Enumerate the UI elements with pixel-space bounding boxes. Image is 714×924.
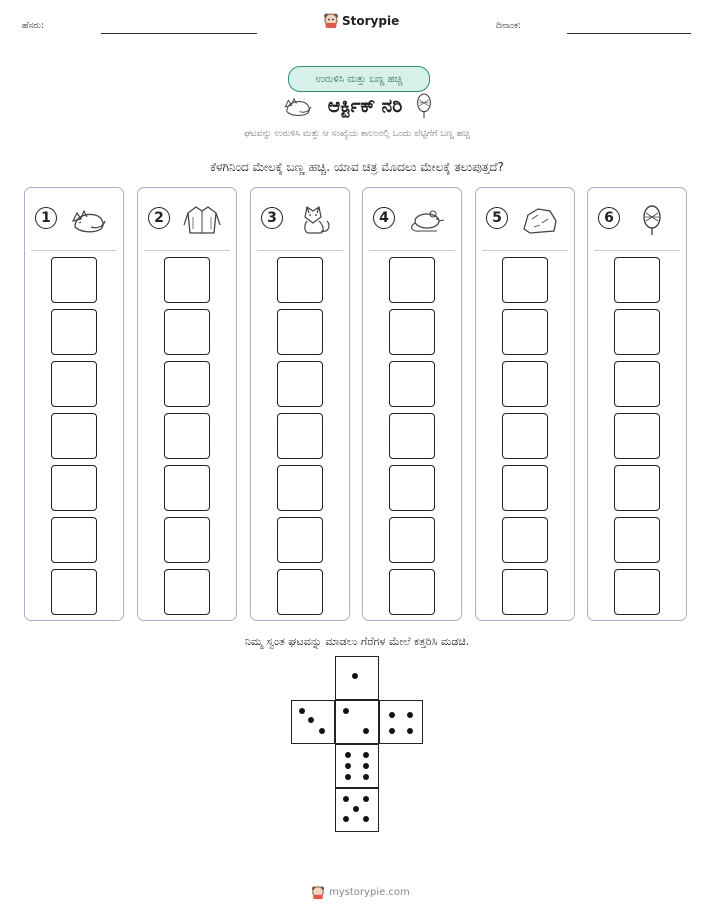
- color-box[interactable]: [164, 465, 210, 511]
- die-face-3: [291, 700, 335, 744]
- color-box[interactable]: [277, 465, 323, 511]
- snowshoe-icon: [632, 205, 672, 235]
- color-box[interactable]: [277, 309, 323, 355]
- column-6: [587, 187, 687, 621]
- brand-logo: [323, 12, 399, 29]
- die-face-6: [335, 744, 379, 788]
- die-face-4: [379, 700, 423, 744]
- color-box[interactable]: [614, 257, 660, 303]
- footer-url[interactable]: mystorypie.com: [329, 887, 410, 898]
- color-box[interactable]: [277, 257, 323, 303]
- name-label: ಹೆಸರು:: [22, 21, 45, 31]
- mouse-icon: [407, 205, 447, 235]
- sleeping-fox-icon: [69, 205, 109, 235]
- color-box[interactable]: [389, 517, 435, 563]
- color-box[interactable]: [51, 361, 97, 407]
- snowshoe-icon: [416, 93, 432, 119]
- die-face-5: [335, 788, 379, 832]
- column-number: 4: [373, 207, 395, 229]
- name-line: [101, 33, 257, 34]
- die-instruction: ನಿಮ್ಮ ಸ್ವಂತ ಘಟವನ್ನು ಮಾಡಲು ಗೆರೆಗಳ ಮೇಲೆ ಕತ್ತರಿಸಿ ಮಡಚಿ.: [244, 635, 470, 648]
- column-4: [362, 187, 462, 621]
- column-3: [250, 187, 350, 621]
- color-box[interactable]: [389, 413, 435, 459]
- sitting-fox-icon: [295, 205, 335, 235]
- color-box[interactable]: [502, 569, 548, 615]
- date-label: ದಿನಾಂಕ:: [496, 21, 522, 31]
- brand-name: Storypie: [342, 13, 400, 28]
- column-number: 3: [261, 207, 283, 229]
- subtitle: ಘಟವನ್ನು ಉರುಳಿಸಿ ಮತ್ತು ಆ ಸಂಖ್ಯೆಯ ಕಾಲಂನಲ್ಲಿ ಒಂದು ಪೆಟ್ಟಿಗೆಗೆ ಬಣ್ಣ ಹಚ್ಚಿ: [244, 129, 470, 139]
- color-box[interactable]: [51, 413, 97, 459]
- color-box[interactable]: [389, 361, 435, 407]
- color-box[interactable]: [51, 257, 97, 303]
- color-box[interactable]: [614, 465, 660, 511]
- color-box[interactable]: [502, 413, 548, 459]
- column-1: [24, 187, 124, 621]
- color-box[interactable]: [502, 465, 548, 511]
- die-face-1: [335, 656, 379, 700]
- color-box[interactable]: [164, 361, 210, 407]
- column-number: 2: [148, 207, 170, 229]
- storypie-mascot-icon: [311, 885, 325, 900]
- footer: [311, 885, 410, 900]
- color-box[interactable]: [614, 569, 660, 615]
- color-box[interactable]: [389, 465, 435, 511]
- column-number: 1: [35, 207, 57, 229]
- color-box[interactable]: [164, 413, 210, 459]
- column-5: [475, 187, 575, 621]
- color-box[interactable]: [614, 361, 660, 407]
- color-box[interactable]: [164, 257, 210, 303]
- color-box[interactable]: [389, 309, 435, 355]
- rock-icon: [520, 205, 560, 235]
- color-box[interactable]: [164, 517, 210, 563]
- color-box[interactable]: [502, 517, 548, 563]
- color-box[interactable]: [277, 569, 323, 615]
- color-box[interactable]: [277, 361, 323, 407]
- storypie-mascot-icon: [323, 12, 339, 29]
- date-line: [567, 33, 691, 34]
- sleeping-fox-icon: [282, 94, 314, 118]
- color-box[interactable]: [614, 413, 660, 459]
- title-row: [0, 93, 714, 119]
- activity-badge: ಉರುಳಿಸಿ ಮತ್ತು ಬಣ್ಣ ಹಚ್ಚಿ: [288, 66, 430, 92]
- color-box[interactable]: [502, 361, 548, 407]
- color-box[interactable]: [277, 413, 323, 459]
- color-box[interactable]: [164, 569, 210, 615]
- column-number: 6: [598, 207, 620, 229]
- question: ಕೆಳಗಿನಿಂದ ಮೇಲಕ್ಕೆ ಬಣ್ಣ ಹಚ್ಚಿ. ಯಾವ ಚಿತ್ರ ಮೊದಲು ಮೇಲಕ್ಕೆ ತಲುಪುತ್ತದೆ?: [210, 160, 504, 174]
- color-box[interactable]: [51, 569, 97, 615]
- color-box[interactable]: [389, 569, 435, 615]
- column-number: 5: [486, 207, 508, 229]
- color-box[interactable]: [51, 309, 97, 355]
- color-box[interactable]: [51, 517, 97, 563]
- color-box[interactable]: [502, 309, 548, 355]
- color-box[interactable]: [51, 465, 97, 511]
- color-box[interactable]: [614, 517, 660, 563]
- color-box[interactable]: [277, 517, 323, 563]
- color-box[interactable]: [389, 257, 435, 303]
- color-box[interactable]: [614, 309, 660, 355]
- page-title: ಆರ್ಕ್ಟಿಕ್ ನರಿ: [327, 95, 403, 117]
- column-2: [137, 187, 237, 621]
- color-box[interactable]: [164, 309, 210, 355]
- color-box[interactable]: [502, 257, 548, 303]
- die-face-2: [335, 700, 379, 744]
- fur-coat-icon: [182, 205, 222, 235]
